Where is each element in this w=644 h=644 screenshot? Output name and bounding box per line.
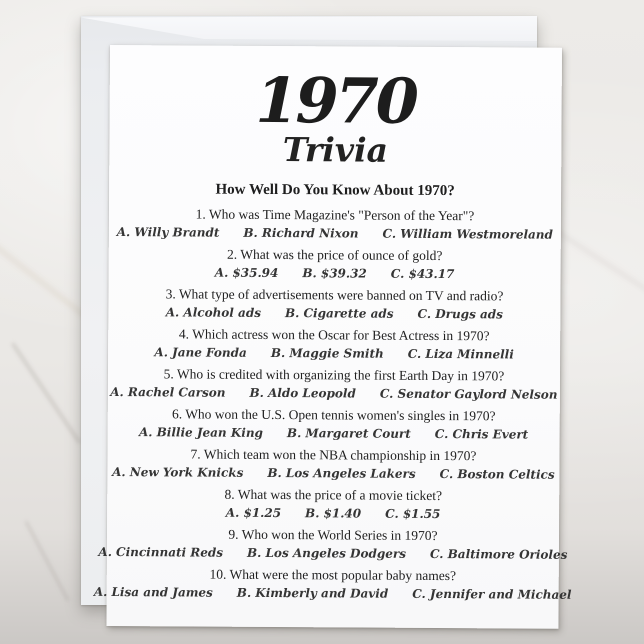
answer-option: A. Lisa and James [93, 584, 213, 600]
envelope-flap-edge [81, 16, 537, 41]
question-block [112, 444, 555, 485]
answer-options [112, 463, 555, 485]
answer-option: C. $43.17 [390, 266, 455, 282]
answer-options [125, 263, 545, 285]
question-text: 1. Who was Time Magazine's "Person of the Year"? [195, 206, 475, 224]
question-block [124, 404, 544, 445]
answer-option: C. $1.55 [385, 506, 441, 522]
answer-option: B. Richard Nixon [243, 225, 359, 241]
answer-options [124, 303, 544, 325]
answer-option: B. Los Angeles Dodgers [246, 545, 407, 561]
answer-option: A. Willy Brandt [116, 225, 220, 240]
question-text: 5. Who is credited with organizing the first Earth Day in 1970? [163, 366, 505, 384]
question-text: 9. Who won the World Series in 1970? [228, 526, 438, 544]
question-text: 10. What were the most popular baby names? [209, 566, 457, 584]
answer-option: C. Chris Evert [434, 426, 529, 442]
answer-option: C. Baltimore Orioles [429, 546, 568, 562]
answer-option: A. Alcohol ads [165, 305, 262, 320]
answer-option: A. Jane Fonda [154, 345, 247, 360]
marble-vein [25, 521, 69, 601]
answer-option: B. Cigarette ads [284, 306, 394, 321]
question-text: 3. What type of advertisements were banned on TV and radio? [165, 286, 504, 304]
answer-option: B. Los Angeles Lakers [267, 465, 416, 481]
answer-option: A. Cincinnati Reds [98, 544, 224, 560]
question-text: 6. Who won the U.S. Open tennis women's singles in 1970? [171, 406, 496, 424]
marble-vein [12, 343, 81, 444]
card-content [93, 63, 572, 605]
answer-option: B. Maggie Smith [270, 345, 384, 361]
question-block [123, 484, 543, 525]
answer-option: B. Aldo Leopold [249, 385, 356, 401]
answer-option: A. $1.25 [225, 505, 282, 521]
question-block [124, 324, 544, 365]
answer-option: A. Billie Jean King [138, 425, 264, 440]
answer-options [123, 503, 543, 525]
answer-options [93, 583, 572, 605]
questions-list [93, 204, 572, 605]
question-text: 7. Which team won the NBA championship in 1970? [190, 446, 477, 464]
answer-option: C. William Westmoreland [382, 226, 553, 242]
answer-option: C. Senator Gaylord Nelson [379, 386, 558, 402]
answer-option: A. $35.94 [214, 265, 279, 281]
answer-options [124, 423, 544, 445]
question-block [116, 204, 553, 245]
question-block [93, 564, 572, 605]
question-block [125, 244, 545, 285]
answer-option: A. New York Knicks [112, 465, 244, 480]
question-block [110, 364, 558, 405]
card-heading: How Well Do You Know About 1970? [215, 181, 455, 200]
answer-option: C. Boston Celtics [439, 467, 555, 482]
answer-option: C. Liza Minnelli [407, 346, 514, 362]
title-subtitle: Trivia [282, 130, 389, 170]
answer-options [124, 343, 544, 365]
question-text: 8. What was the price of a movie ticket? [224, 486, 443, 504]
answer-option: C. Drugs ads [417, 306, 503, 322]
answer-options [110, 383, 558, 405]
question-text: 4. Which actress won the Oscar for Best Actress in 1970? [178, 326, 490, 344]
answer-options [98, 543, 568, 565]
answer-option: C. Jennifer and Michael [412, 586, 572, 602]
answer-option: B. Margaret Court [286, 426, 411, 441]
answer-option: B. $39.32 [302, 266, 367, 281]
answer-option: B. $1.40 [305, 506, 362, 521]
answer-options [116, 223, 553, 245]
answer-option: B. Kimberly and David [236, 585, 389, 601]
question-block [98, 524, 568, 565]
question-text: 2. What was the price of ounce of gold? [227, 246, 443, 264]
title-year: 1970 [255, 63, 417, 138]
trivia-card [93, 45, 572, 629]
question-block [124, 284, 544, 325]
answer-option: A. Rachel Carson [110, 385, 226, 400]
